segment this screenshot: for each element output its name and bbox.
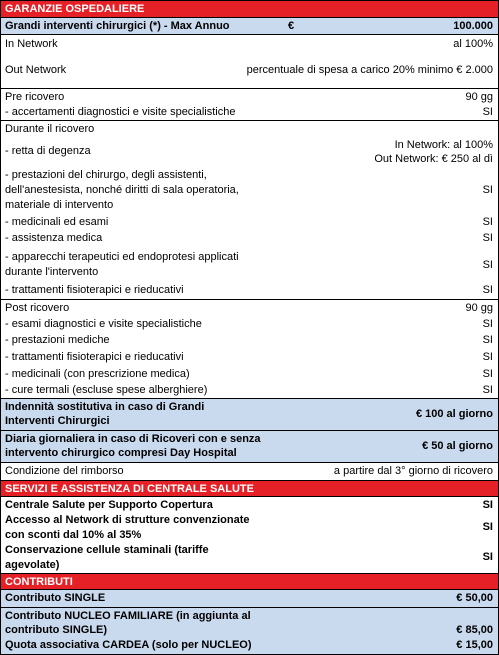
row-label-line: Interventi Chirurgici — [5, 415, 110, 427]
row-label: Post ricovero — [5, 302, 70, 314]
row-in-network — [1, 35, 498, 61]
row-out-network — [1, 61, 498, 89]
row-label-line: durante l'intervento — [5, 266, 99, 278]
row-medicinali-esami — [1, 214, 498, 230]
row-value: SI — [482, 384, 493, 396]
row-label-line: intervento chirurgico compresi Day Hospital — [5, 447, 237, 459]
row-grandi-interventi — [1, 18, 498, 35]
row-pre-ricovero — [1, 89, 498, 105]
currency-symbol: € — [288, 20, 295, 32]
row-value-out-network: Out Network: € 250 al dì — [374, 153, 493, 165]
row-value: a partire dal 3° giorno di ricovero — [333, 465, 493, 477]
row-value: SI — [482, 232, 493, 244]
row-label-line: contributo SINGLE) — [5, 624, 108, 636]
row-value: 100.000 — [453, 20, 493, 32]
section-title: CONTRIBUTI — [5, 576, 73, 588]
row-value: SI — [482, 521, 493, 533]
list-item — [1, 316, 498, 332]
row-label: In Network — [5, 38, 58, 50]
row-value: SI — [482, 351, 493, 363]
row-label-line: Diaria giornaliera in caso di Ricoveri con e senza — [5, 433, 261, 445]
row-label-line: materiale di intervento — [5, 199, 114, 211]
row-label: - esami diagnostici e visite specialistiche — [5, 318, 202, 330]
row-value: € 85,00 — [456, 624, 493, 636]
row-value: percentuale di spesa a carico 20% minimo € 2.000 — [246, 64, 493, 76]
list-item — [1, 349, 498, 366]
row-value: 90 gg — [465, 91, 493, 103]
row-label: Quota associativa CARDEA (solo per NUCLEO) — [5, 639, 252, 651]
row-label: - trattamenti fisioterapici e rieducativi — [5, 284, 184, 296]
row-value: SI — [482, 368, 493, 380]
row-label: - retta di degenza — [5, 145, 91, 157]
row-trattamenti — [1, 283, 498, 300]
row-accesso — [1, 513, 498, 543]
row-label-line: - apparecchi terapeutici ed endoprotesi applicati — [5, 251, 239, 263]
row-label-line: Contributo NUCLEO FAMILIARE (in aggiunta al — [5, 610, 251, 622]
row-label-line: Conservazione cellule staminali (tariffe — [5, 544, 209, 556]
row-label-line: con sconti dal 10% al 35% — [5, 529, 142, 541]
row-label: Grandi interventi chirurgici (*) - Max Annuo — [5, 20, 230, 32]
section-header-servizi — [1, 480, 498, 497]
row-assistenza — [1, 230, 498, 248]
row-condizione — [1, 463, 498, 480]
row-value: € 50,00 — [456, 592, 493, 604]
row-label-line: Accesso al Network di strutture convenzionate — [5, 514, 250, 526]
row-post-ricovero — [1, 300, 498, 316]
row-label: - medicinali (con prescrizione medica) — [5, 368, 190, 380]
row-value: SI — [482, 499, 493, 511]
row-label: Durante il ricovero — [5, 123, 95, 135]
row-label: Contributo SINGLE — [5, 592, 106, 604]
row-conservazione — [1, 543, 498, 573]
section-title: GARANZIE OSPEDALIERE — [5, 3, 145, 15]
row-label: - medicinali ed esami — [5, 216, 109, 228]
list-item — [1, 366, 498, 383]
row-value: SI — [482, 284, 493, 296]
row-label: Pre ricovero — [5, 91, 65, 103]
row-diaria — [1, 431, 498, 463]
row-label: Centrale Salute per Supporto Copertura — [5, 499, 213, 511]
row-value: € 50 al giorno — [422, 440, 493, 452]
section-header-garanzie — [1, 0, 498, 18]
row-value: SI — [482, 216, 493, 228]
row-centrale — [1, 497, 498, 513]
row-value: SI — [482, 318, 493, 330]
row-label-line: Indennità sostitutiva in caso di Grandi — [5, 401, 205, 413]
row-value: € 15,00 — [456, 639, 493, 651]
row-value: SI — [482, 106, 493, 118]
row-label: - prestazioni mediche — [5, 334, 110, 346]
row-value: SI — [482, 551, 493, 563]
row-label: Condizione del rimborso — [5, 465, 124, 477]
row-label: - assistenza medica — [5, 232, 103, 244]
row-label-line: agevolate) — [5, 559, 60, 571]
row-apparecchi — [1, 248, 498, 283]
row-value: SI — [482, 184, 493, 196]
row-value: al 100% — [453, 38, 493, 50]
row-contributo-single — [1, 590, 498, 608]
row-label: - accertamenti diagnostici e visite specialistiche — [5, 106, 236, 118]
row-accertamenti — [1, 105, 498, 121]
row-value: SI — [482, 259, 493, 271]
row-label: Out Network — [5, 64, 67, 76]
row-durante — [1, 121, 498, 137]
row-label-line: - prestazioni del chirurgo, degli assistenti, — [5, 169, 207, 181]
list-item — [1, 332, 498, 349]
row-retta — [1, 137, 498, 168]
row-label: - cure termali (escluse spese alberghiere) — [5, 384, 208, 396]
row-value-in-network: In Network: al 100% — [394, 139, 493, 151]
row-label-line: dell'anestesista, nonché diritti di sala operatoria, — [5, 184, 239, 196]
section-header-contributi — [1, 573, 498, 590]
row-label: - trattamenti fisioterapici e rieducativi — [5, 351, 184, 363]
row-prestazioni-chirurgo — [1, 168, 498, 214]
list-item — [1, 383, 498, 399]
row-quota-associativa — [1, 638, 498, 655]
row-value: € 100 al giorno — [415, 408, 493, 420]
row-value: 90 gg — [465, 302, 493, 314]
row-indennita — [1, 399, 498, 431]
row-value: SI — [482, 334, 493, 346]
section-title: SERVIZI E ASSISTENZA DI CENTRALE SALUTE — [5, 483, 254, 495]
row-contributo-nucleo — [1, 608, 498, 638]
